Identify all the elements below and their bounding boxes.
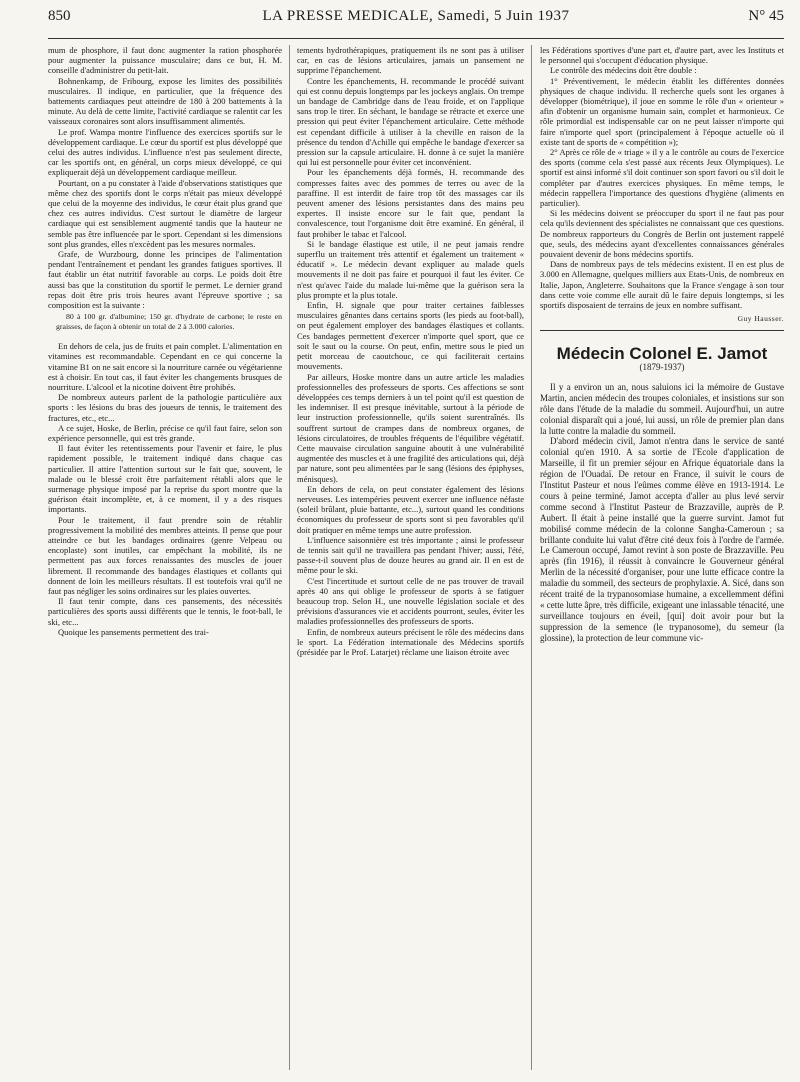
running-header	[48, 8, 784, 38]
paragraph: D'abord médecin civil, Jamot n'entra dans le service de santé colonial qu'en 1910. A sa sortie de l'Ecole d'application de Marseille, il fit un premier séjour en Afrique équatoriale dans la région de l'Ouadaï. De retour en France, il suivit le cours de l'Institut Pasteur et nous l'eûmes comme élève en 1913-1914. Le cours à peine terminé, Jamot accepta d'aller au plus levé servir comme second à l'Institut Pasteur de Brazzaville, auprès de P. Aubert. Il était à peine installé que la guerre survint. Jamot fut mobilisé comme médecin de la colonne Sangha-Cameroun ; sa brillante conduite lui valut d'être cité deux fois à l'ordre de l'armée. Le Cameroun occupé, Jamot revint à son poste de Brazzaville. Peu après (fin 1916), il réussit à convaincre le Gouverneur général Merlin de la nécessité d'organiser, pour une lutte efficace contre la maladie du sommeil, des secteurs de prophylaxie. A. Sicé, dans son récent traité de la trypanosomiase humaine, a excellemment défini « cette lutte âpre, très difficile, exigeant une inlassable ténacité, une surveillance toujours en éveil, [qui] doit avoir pour but la suppression de la semence (le trypanosome), du semeur (la glossine), la protection de leur commune vic-	[540, 436, 784, 643]
paragraph: Pourtant, on a pu constater à l'aide d'observations statistiques que même chez des sportifs dont le corps n'était pas mieux développé que celui de la moyenne des individus, le cœur était plus grand que chez ces autres individus. C'est surtout le diamètre de largeur cardiaque qui est sensiblement augmenté tandis que la hauteur ne semble pas être influencée par le sport. Cependant si les dimensions sont plus grandes, elles n'excèdent pas les mesures normales.	[48, 177, 282, 249]
column-3	[531, 45, 784, 1070]
paragraph: Dans de nombreux pays de tels médecins existent. Il en est plus de 3.000 en Allemagne, quelques milliers aux Etats-Unis, de nombreux en Italie, Japon, Angleterre. Souhaitons que la France s'engage à son tour dans cette voie comme elle aurait dû le faire depuis longtemps, si les sportifs disposaient de terrains de jeux en nombre suffisant.	[540, 259, 784, 311]
article-separator	[540, 330, 784, 331]
paragraph: Grafe, de Wurzbourg, donne les principes de l'alimentation pendant l'entraînement et pendant les grandes fatigues sportives. Il faut établir un état nutritif favorable au corps. Le poids doit être aussi bas que la constitution du sportif le permet. Le dernier grand repas doit être pris trois heures avant l'épreuve sportive ; sa composition est la suivante :	[48, 249, 282, 311]
obituary-title: Médecin Colonel E. Jamot	[556, 344, 768, 364]
journal-title: LA PRESSE MEDICALE, Samedi, 5 Juin 1937	[262, 8, 570, 24]
paragraph: Le contrôle des médecins doit être double :	[550, 65, 697, 76]
paragraph: Enfin, H. signale que pour traiter certaines faiblesses musculaires gênantes dans certains sports (les pieds au foot-ball), on peut également employer des bandages élastiques et collants. Ces bandages permettent d'exercer n'importe quel sport, que ce soit le saut ou la course. On peut, enfin, mettre sous le pied un petit morceau de caoutchouc, ce qui faciliterait certains mouvements.	[297, 300, 524, 372]
paragraph: Par ailleurs, Hoske montre dans un autre article les maladies professionnelles des professeurs de sports. Ces affections se sont développées ces temps derniers à un tel point qu'il est question de les indemniser. Il est presque inévitable, surtout à la période de leur instruction professionnelle, qu'ils soient surentraînés. Ils souffrent surtout de crampes dans de nombreux organes, de lésions circulatoires, de troubles fréquents de l'équilibre végétatif. Cette mauvaise circulation sanguine aboutit à une vulnérabilité augmentée des muscles et à une fragilité des articulations qui, déjà par nature, sont peu alimentées par le sang (lésions des épiphyses, ménisques).	[297, 371, 524, 484]
paragraph: Il faut éviter les retentissements pour l'avenir et faire, le plus rapidement possible, le traitement indiqué dans chaque cas particulier. Il attire l'attention surtout sur le fait que, souvent, le malade ou le blessé croit être parfaitement rétabli alors que le surmenage physique imposé par la reprise du sport montre que la guérison était incomplète, et, à ce moment, il y a des risques importants.	[48, 443, 282, 515]
paragraph: Pour les épanchements déjà formés, H. recommande des compresses faites avec des pommes de terres ou avec de la paraffine. Il est interdit de faire trop tôt des massages car ils peuvent amener des lésions persistantes dans des mains peu expertes. Il insiste encore sur le fait que, pendant la convalescence, tout l'organisme doit être examiné. En général, il faut prohiber le tabac et l'alcool.	[297, 167, 524, 239]
issue-number: N° 45	[748, 8, 784, 24]
paragraph: En dehors de cela, on peut constater également des lésions nerveuses. Les intempéries peuvent exercer une influence néfaste (soleil brûlant, pluie battante, etc...), surtout quand les conditions économiques du professeur de sports sont si peu favorables qu'il doit pratiquer en même temps une autre profession.	[297, 483, 524, 535]
paragraph: Il y a environ un an, nous saluions ici la mémoire de Gustave Martin, ancien médecin des troupes coloniales, et insistions sur son rôle dans l'étude de la maladie du sommeil. Aujourd'hui, un autre colonial disparaît qui a joué, lui aussi, un rôle de premier plan dans la lutte contre la maladie du sommeil.	[540, 381, 784, 436]
paragraph: Bohnenkamp, de Fribourg, expose les limites des possibilités musculaires. Il indique, en particulier, que la fréquence des battements cardiaques peut atteindre de 180 à 200 battements à la minute. Au delà de cette limite, l'activité cardiaque se ralentit car les vaisseaux coronaires sont alors insuffisamment alimentés.	[48, 75, 282, 127]
paragraph: Enfin, de nombreux auteurs précisent le rôle des médecins dans le sport. La Fédération internationale des Médecins sportifs (présidée par le Prof. Latarjet) réclame une liaison étroite avec	[297, 626, 524, 657]
paragraph: Si les médecins doivent se préoccuper du sport il ne faut pas pour cela qu'ils deviennent des spécialistes ne connaissant que ces questions. De nombreux rapporteurs du Congrès de Berlin ont justement rappelé que, seuls, des médecins ayant d'excellentes connaissances générales pouvaient devenir de bons médecins sportifs.	[540, 208, 784, 260]
paragraph: Il faut tenir compte, dans ces pansements, des nécessités particulières des sports aussi différents que le tennis, le foot-ball, le ski, etc...	[48, 596, 282, 627]
paragraph: Pour le traitement, il faut prendre soin de rétablir progressivement la mobilité des membres atteints. Il pense que pour atteindre ce but les bandages ordinaires (genre Velpeau ou encoplaste) sont inutiles, car empêchant la mobilité, ils ne permettent pas aux forces renaissantes des muscles de jouer librement. Il recommande des bandages élastiques et collants qui donnent de loin les meilleurs résultats. Il est toutefois vrai qu'il ne faut pas négliger les soins ordinaires sur les plaies ouvertes.	[48, 514, 282, 596]
paragraph: De nombreux auteurs parlent de la pathologie particulière aux sports : les lésions du bras des joueurs de tennis, le traitement des fractures, etc., etc...	[48, 392, 282, 423]
paragraph: Contre les épanchements, H. recommande le procédé suivant qui est connu depuis longtemps par les jockeys anglais. On trempe un bandage de Cambridge dans de l'eau froide, et on l'applique sans trop le tirer. En séchant, le bandage se rétracte et exerce une pression qui peut éviter l'épanchement articulaire. Cette méthode est cependant difficile à utiliser à la cheville en raison de la présence du tendon d'Achille qui empêche le bandage d'exercer sa pression sur la capsule articulaire. H. donne à ce sujet la manière qui lui est personnelle pour éviter cet inconvénient.	[297, 75, 524, 168]
column-2	[289, 45, 531, 1070]
page-number: 850	[48, 8, 71, 24]
diet-composition: 80 à 100 gr. d'albumine; 150 gr. d'hydrate de carbone; le reste en graisses, de façon à obtenir un total de 2 à 3.000 calories.	[56, 312, 282, 331]
header-rule	[48, 38, 784, 39]
author-signature: Guy Hausser.	[737, 314, 784, 324]
paragraph: En dehors de cela, jus de fruits et pain complet. L'alimentation en vitamines est recommandable. Cependant en ce qui concerne la vitamine B1 on ne sait encore si la nourriture carnée ou végétarienne est à choisir. En tout cas, il faut éviter les changements brusques de nourriture. L'alcool et la nicotine doivent être prohibés.	[48, 341, 282, 392]
paragraph: L'influence saisonnière est très importante ; ainsi le professeur de tennis sait qu'il ne travaillera pas pendant l'hiver; aussi, l'été, passe-t-il souvent plus de douze heures au grand air. Il en est de même pour le ski.	[297, 534, 524, 576]
obituary-body	[540, 382, 784, 644]
paragraph: Le prof. Wampa montre l'influence des exercices sportifs sur le développement cardiaque. Le cœur du sportif est plus développé que celui des autres individus. L'influence n'est pas seulement directe, car les sportifs ont, en général, un corps mieux développé, ce qui expliquerait déjà un développement cardiaque meilleur.	[48, 126, 282, 178]
paragraph: C'est l'incertitude et surtout celle de ne pas trouver de travail après 40 ans qui oblige le professeur de sports à se fatiguer beaucoup trop. Selon H., une nouvelle législation sociale et des prévisions d'assurances vie et accidents pourront, seules, éviter les maladies professionnelles des professeurs de sports.	[297, 575, 524, 627]
text-columns	[48, 45, 784, 1070]
paragraph: Quoique les pansements permettent des trai-	[58, 626, 209, 637]
paragraph: 1° Préventivement, le médecin établit les différentes données physiques de chaque individu. Il recherche quels sont les organes à développer (biométrique), il joue en somme le rôle d'un « orienteur » afin d'obtenir un organisme humain sain, complet et harmonieux. Ce rôle primordial est indispensable car on ne peut laisser n'importe qui faire n'importe quel sport (principalement à l'époque actuelle où il existe tant de sports de « compétition »);	[540, 75, 784, 147]
paragraph: A ce sujet, Hoske, de Berlin, précise ce qu'il faut faire, selon son expérience personnelle, qui est très grande.	[48, 422, 282, 443]
column-1	[48, 45, 289, 1070]
paragraph: Si le bandage élastique est utile, il ne peut jamais rendre superflu un traitement très attentif et également un traitement « éducatif ». Le médecin devant expliquer au malade quels mouvements il ne doit pas faire et pourquoi il faut les éviter. Ce n'est qu'avec l'aide du malade lui-même que la guérison sera la plus prompte et la plus totale.	[297, 238, 524, 300]
obituary-dates: (1879-1937)	[639, 361, 685, 372]
paragraph: tements hydrothérapiques, pratiquement ils ne sont pas à utiliser car, en cas de lésions articulaires, jamais un pansement ne supprime l'épanchement.	[297, 45, 524, 76]
paragraph: les Fédérations sportives d'une part et, d'autre part, avec les Instituts et le personnel qui s'occupent d'éducation physique.	[540, 45, 784, 66]
paragraph: 2° Après ce rôle de « triage » il y a le contrôle au cours de l'exercice des sports (comme cela s'est passé aux récents Jeux Olympiques). Le sportif est ainsi informé s'il doit continuer son sport favori ou s'il doit le compléter par d'autres exercices physiques. En même temps, le médecin rappellera l'importance des questions d'hygiène (aliments en particulier).	[540, 147, 784, 209]
paragraph: mum de phosphore, il faut donc augmenter la ration phosphorée pour augmenter la puissance musculaire; dans ce but, H. M. conseille d'administrer du petit-lait.	[48, 45, 282, 76]
